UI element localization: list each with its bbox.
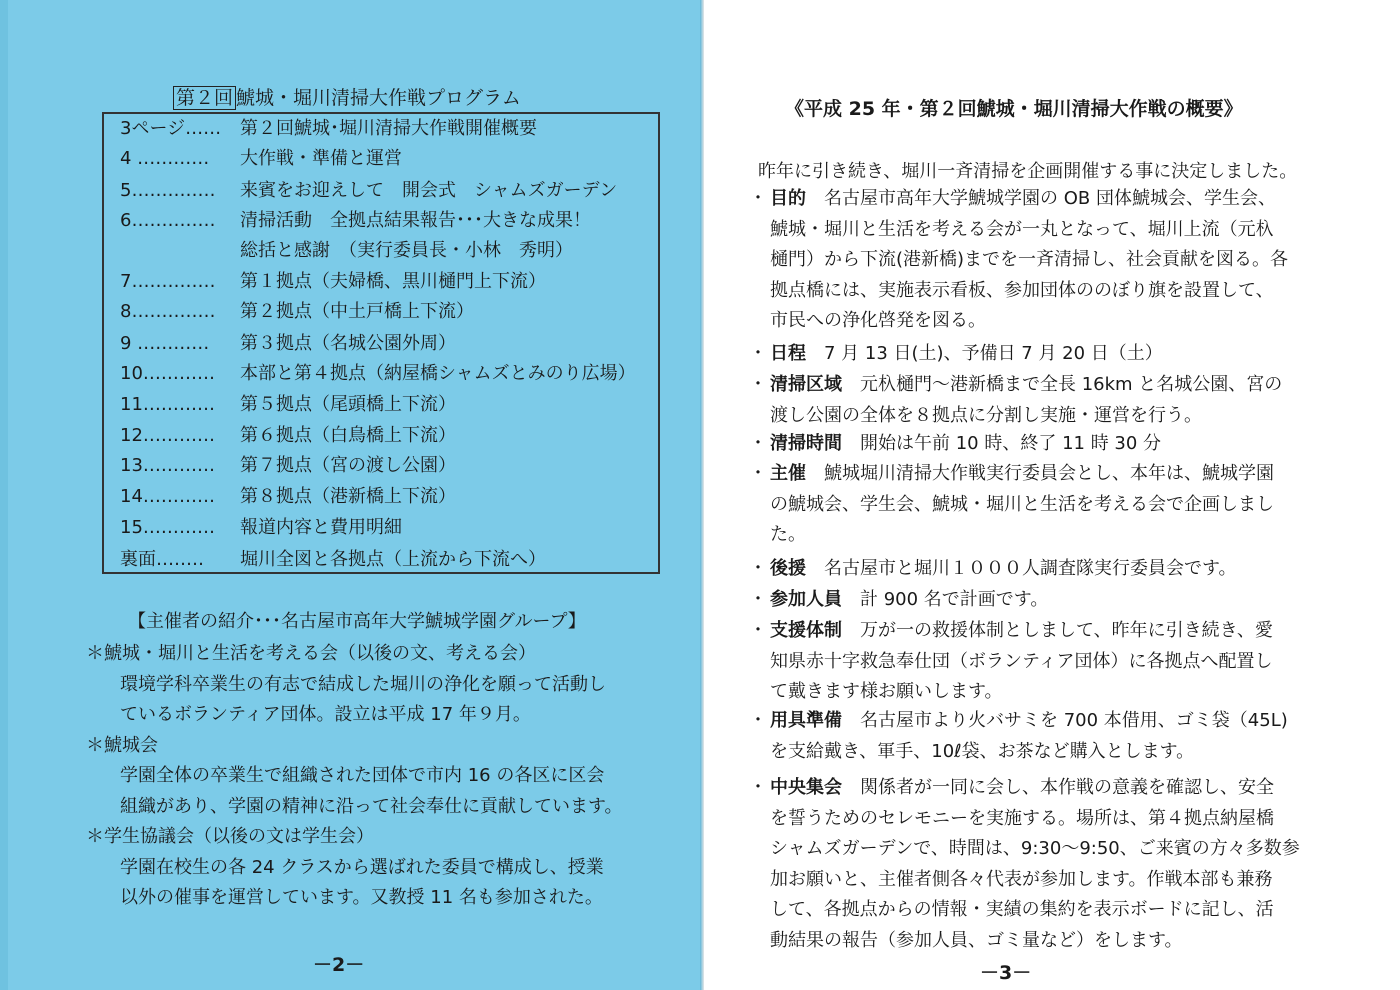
overview-item-line [770, 460, 1274, 488]
overview-item-line [770, 586, 1048, 614]
overview-item-line [770, 555, 1237, 583]
overview-item-line: 動結果の報告（参加人員、ゴミ量など）をします。 [770, 929, 1183, 951]
overview-item-text: 開始は午前 10 時、終了 11 時 30 分 [860, 433, 1162, 454]
toc-row [120, 298, 474, 326]
overview-item-label: 支援体制 [770, 620, 842, 641]
organizer-group-name: ＊学生協議会（以後の文は学生会） [86, 826, 374, 847]
toc-entry-text: 第５拠点（尾頭橋上下流） [240, 394, 456, 415]
overview-item-line [770, 340, 1163, 368]
overview-item-line: シャムズガーデンで、時間は、9:30～9:50、ご来賓の方々多数参 [770, 838, 1300, 859]
organizer-group-name: ＊鯱城会 [86, 734, 158, 756]
toc-entry-text: 堀川全図と各拠点（上流から下流へ） [240, 549, 546, 570]
toc-entry-text: 来賓をお迎えして 開会式 シャムズガーデン [240, 180, 618, 201]
bullet-dot: ・ [749, 558, 767, 579]
toc-page-number: 5‥‥‥‥‥‥‥ [120, 180, 216, 201]
overview-item-label: 用具準備 [770, 710, 842, 731]
overview-item-line: 渡し公園の全体を８拠点に分割し実施・運営を行う。 [770, 404, 1202, 426]
overview-item-line: 樋門）から下流(港新橋)までを一斉清掃し、社会貢献を図る。各 [770, 249, 1289, 270]
left-page-edge [0, 0, 8, 990]
toc-row [120, 177, 618, 205]
bullet-dot: ・ [749, 710, 767, 731]
toc-row [120, 422, 456, 450]
toc-entry-text: 本部と第４拠点（納屋橋シャムズとみのり広場） [240, 363, 636, 384]
overview-item-line: 鯱城・堀川と生活を考える会が一丸となって、堀川上流（元杁 [770, 218, 1274, 240]
overview-item-line [770, 430, 1161, 458]
toc-page-number: 13‥‥‥‥‥‥ [120, 455, 215, 476]
overview-item-text: 名古屋市と堀川１０００人調査隊実行委員会です。 [824, 558, 1237, 579]
overview-item-line: 拠点橋には、実施表示看板、参加団体ののぼり旗を設置して、 [770, 279, 1274, 301]
program-box-label: 第２回 [173, 86, 236, 110]
overview-item-label: 目的 [770, 188, 806, 209]
toc-entry-text: 第８拠点（港新橋上下流） [240, 486, 456, 507]
toc-page-number: 9 ‥‥‥‥‥‥ [120, 333, 210, 354]
overview-item-line: を誓うためのセレモニーを実施する。場所は、第４拠点納屋橋 [770, 807, 1274, 829]
toc-row [120, 115, 537, 143]
page-number-left: －2－ [313, 954, 365, 976]
organizer-description: ているボランティア団体。設立は平成 17 年９月。 [120, 704, 531, 725]
toc-page-number: 11‥‥‥‥‥‥ [120, 394, 215, 415]
overview-item-line [770, 774, 1274, 802]
bullet-dot: ・ [749, 374, 767, 395]
toc-page-number: 12‥‥‥‥‥‥ [120, 425, 215, 446]
bullet-dot: ・ [749, 589, 767, 610]
organizer-description: 以外の催事を運営しています。又教授 11 名も参加された。 [120, 887, 603, 908]
toc-row [120, 360, 636, 388]
overview-item-line: して、各拠点からの情報・実績の集約を表示ボードに記し、活 [770, 899, 1274, 920]
toc-row [120, 452, 456, 480]
toc-entry-text: 第２拠点（中土戸橋上下流） [240, 301, 474, 322]
overview-item-label: 清掃区域 [770, 374, 842, 395]
overview-item-label: 後援 [770, 558, 806, 579]
overview-item-text: 鯱城堀川清掃大作戦実行委員会とし、本年は、鯱城学園 [824, 463, 1274, 484]
organizer-description: 環境学科卒業生の有志で結成した堀川の浄化を願って活動し [120, 673, 606, 695]
toc-row [120, 546, 546, 574]
overview-item-label: 参加人員 [770, 589, 842, 610]
overview-item-label: 清掃時間 [770, 433, 842, 454]
organizer-description: 組織があり、学園の精神に沿って社会奉仕に貢献しています。 [120, 795, 623, 817]
overview-item-line: の鯱城会、学生会、鯱城・堀川と生活を考える会で企画しまし [770, 493, 1274, 515]
overview-item-line [770, 185, 1276, 213]
organizer-description: 学園全体の卒業生で組織された団体で市内 16 の各区に区会 [120, 765, 605, 786]
toc-row [120, 483, 456, 511]
organizer-heading: 【主催者の紹介･･･名古屋市高年大学鯱城学園グループ】 [128, 611, 586, 632]
toc-row [120, 514, 402, 542]
toc-page-number: 裏面‥‥‥‥ [120, 549, 205, 570]
overview-item-line [770, 371, 1282, 399]
toc-row [120, 391, 456, 419]
overview-item-line: て戴きます様お願いします。 [770, 681, 1003, 702]
organizer-description: 学園在校生の各 24 クラスから選ばれた委員で構成し、授業 [120, 856, 604, 878]
overview-item-text: 万が一の救援体制としまして、昨年に引き続き、愛 [860, 620, 1273, 641]
toc-page-number: 3ページ‥‥‥ [120, 118, 222, 139]
toc-entry-text: 第１拠点（夫婦橋、黒川樋門上下流） [240, 271, 546, 292]
overview-item-line [770, 707, 1288, 735]
overview-item-label: 日程 [770, 343, 806, 364]
overview-item-text: 関係者が一同に会し、本作戦の意義を確認し、安全 [860, 777, 1274, 798]
toc-page-number: 14‥‥‥‥‥‥ [120, 486, 215, 507]
overview-item-line: た。 [770, 524, 806, 545]
toc-row [120, 145, 402, 173]
bullet-dot: ・ [749, 343, 767, 364]
overview-item-text: 元杁樋門～港新橋まで全長 16km と名城公園、宮の [860, 374, 1283, 395]
overview-item-line [770, 617, 1273, 645]
toc-entry-text: 清掃活動 全拠点結果報告･･･大きな成果！ [240, 210, 591, 231]
toc-row [120, 330, 456, 358]
toc-entry-text: 第６拠点（白鳥橋上下流） [240, 425, 456, 446]
toc-entry-text: 第２回鯱城･堀川清掃大作戦開催概要 [240, 118, 537, 139]
bullet-dot: ・ [749, 777, 767, 798]
overview-item-label: 主催 [770, 463, 806, 484]
overview-item-line: 市民への浄化啓発を図る。 [770, 310, 986, 331]
overview-item-line: 加お願いと、主催者側各々代表が参加します。作戦本部も兼務 [770, 868, 1273, 890]
toc-row [120, 268, 546, 296]
toc-row [120, 207, 591, 235]
toc-page-number: 15‥‥‥‥‥‥ [120, 517, 215, 538]
overview-item-text: 名古屋市高年大学鯱城学園の OB 団体鯱城会、学生会、 [824, 188, 1276, 209]
bullet-dot: ・ [749, 463, 767, 484]
toc-page-number: 4 ‥‥‥‥‥‥ [120, 148, 210, 169]
toc-entry-text: 大作戦・準備と運営 [240, 148, 402, 169]
bullet-dot: ・ [749, 188, 767, 209]
overview-item-label: 中央集会 [770, 777, 842, 798]
overview-item-text: 名古屋市より火バサミを 700 本借用、ゴミ袋（45L) [860, 710, 1288, 731]
bullet-dot: ・ [749, 620, 767, 641]
overview-title: 《平成 25 年・第２回鯱城・堀川清掃大作戦の概要》 [785, 98, 1243, 120]
overview-item-line: 知県赤十字救急奉仕団（ボランティア団体）に各拠点へ配置し [770, 650, 1273, 672]
organizer-group-name: ＊鯱城・堀川と生活を考える会（以後の文、考える会） [86, 643, 536, 664]
toc-page-number: 10‥‥‥‥‥‥ [120, 363, 215, 384]
center-fold [700, 0, 704, 990]
program-title-text: 鯱城・堀川清掃大作戦プログラム [236, 87, 521, 109]
overview-intro: 昨年に引き続き、堀川一斉清掃を企画開催する事に決定しました。 [758, 161, 1298, 182]
toc-entry-text: 報道内容と費用明細 [240, 517, 402, 538]
bullet-dot: ・ [749, 433, 767, 454]
page-number-right: －3－ [980, 962, 1032, 984]
toc-entry-text: 第３拠点（名城公園外周） [240, 333, 456, 354]
toc-page-number: 8‥‥‥‥‥‥‥ [120, 301, 216, 322]
overview-item-text: 計 900 名で計画です。 [860, 589, 1049, 610]
toc-page-number: 7‥‥‥‥‥‥‥ [120, 271, 216, 292]
overview-item-text: 7 月 13 日(土)、予備日 7 月 20 日（土） [824, 343, 1163, 364]
toc-entry-text: 総括と感謝 （実行委員長・小林 秀明） [240, 240, 573, 261]
toc-entry-text: 第７拠点（宮の渡し公園） [240, 455, 456, 476]
program-title [173, 84, 521, 112]
overview-item-line: を支給戴き、軍手、10ℓ袋、お茶など購入とします。 [770, 740, 1195, 762]
toc-page-number: 6‥‥‥‥‥‥‥ [120, 210, 216, 231]
